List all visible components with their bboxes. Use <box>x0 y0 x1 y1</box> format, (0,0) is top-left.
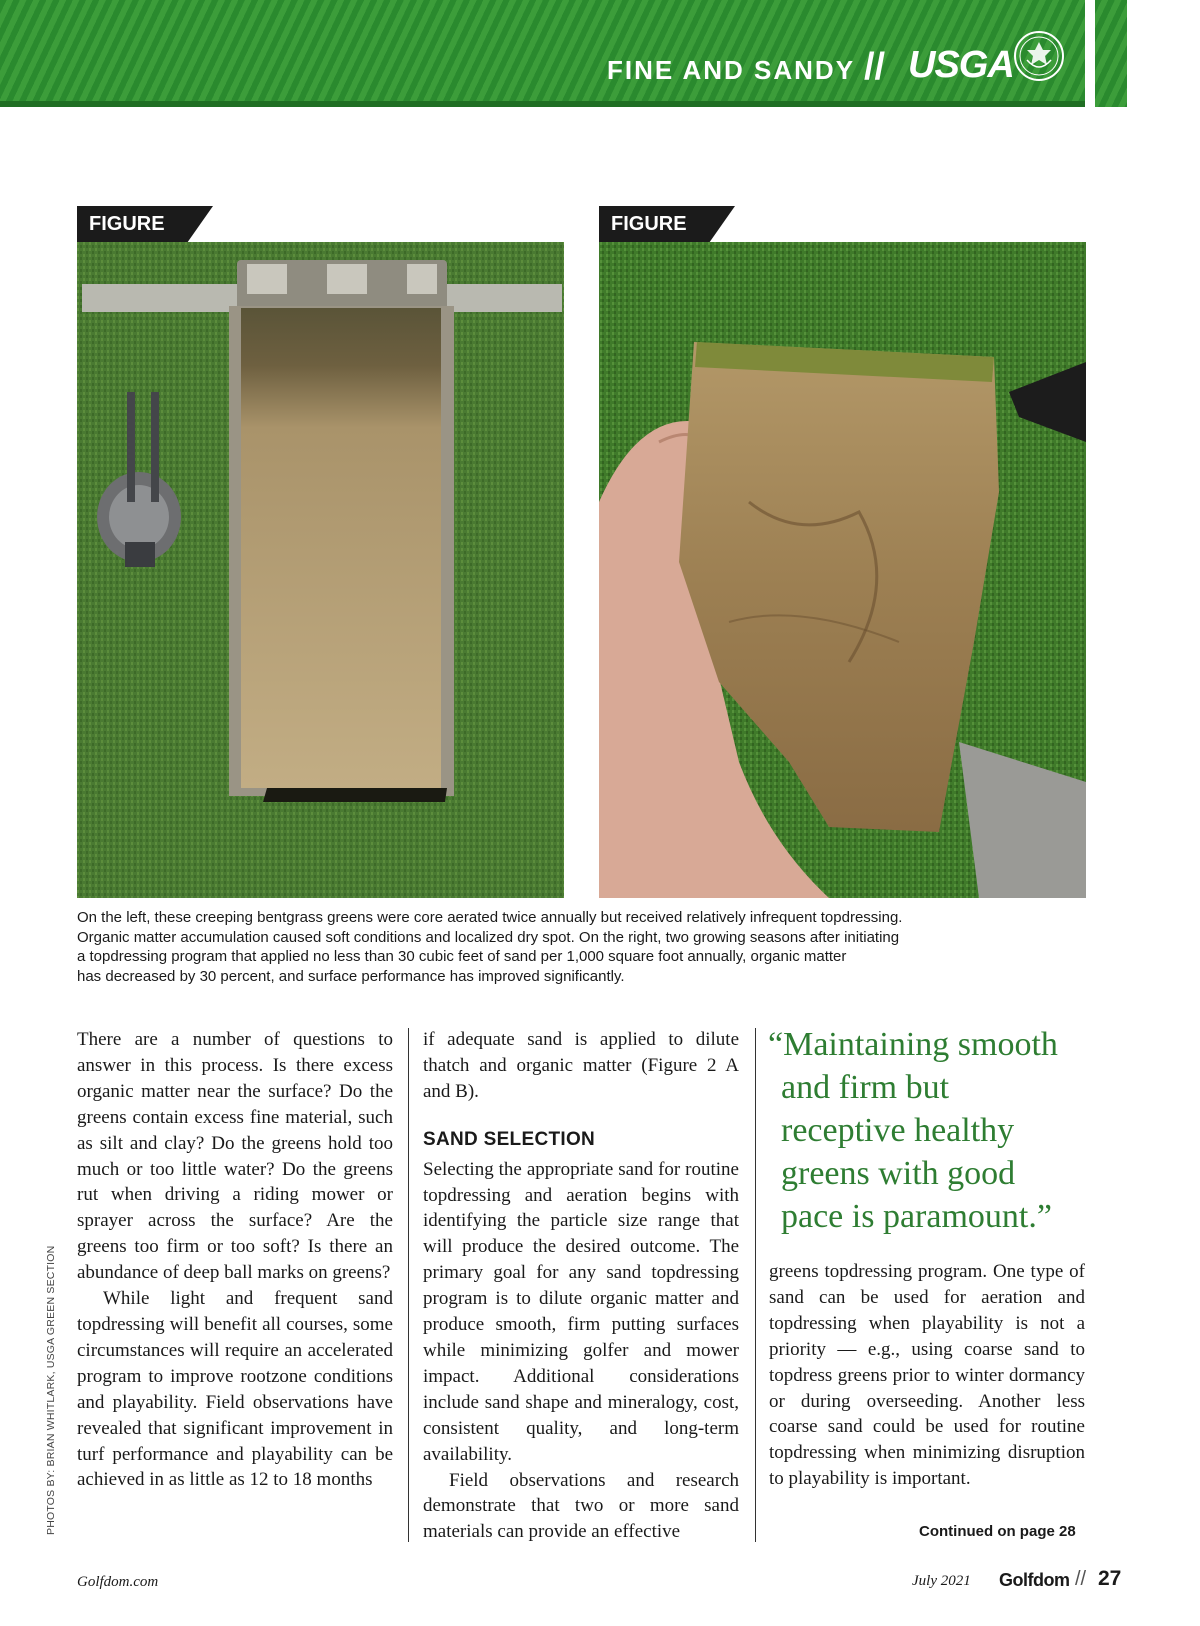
footer-magazine-name: Golfdom <box>999 1570 1070 1590</box>
usga-logo: USGA <box>908 44 1014 86</box>
article-column-3 <box>769 1259 1085 1492</box>
pull-quote-line: and firm but <box>781 1069 950 1106</box>
column-rule <box>755 1028 756 1542</box>
pull-quote-line: “Maintaining smooth <box>768 1026 1058 1063</box>
header-tab <box>1095 0 1127 107</box>
caption-line: a topdressing program that applied no less than 30 cubic feet of sand per 1,000 square foot annually, organic matter <box>77 948 847 965</box>
paragraph: While light and frequent sand topdressing will benefit all courses, some circumstances will require an accelerated program to improve rootzone conditions and playability. Field observations have revealed that significant improvement in turf performance and playability can be achieved in as little as 12 to 18 months <box>77 1288 393 1491</box>
paragraph: greens topdressing program. One type of sand can be used for aeration and topdressing when playability is not a priority — e.g., using coarse sand to topdress greens prior to winter dormancy or during overseeding. Another less coarse sand could be used for routine topdressing when minimizing disruption to playability is important. <box>769 1261 1085 1490</box>
figure-2b-label: FIGURE <box>599 206 709 243</box>
paragraph: Field observations and research demonstrate that two or more sand materials can provide an effective <box>423 1469 739 1543</box>
caption-line: Organic matter accumulation caused soft conditions and localized dry spot. On the right, two growing seasons after initiating <box>77 928 900 946</box>
paragraph: Selecting the appropriate sand for routine topdressing and aeration begins with identifying the particle size range that will produce the desired outcome. The primary goal for any sand topdressing program is to dilute organic matter and produce smooth, firm putting surfaces while minimizing golfer and mower impact. Additional considerations include sand shape and mineralogy, cost, consistent quality, and long-term availability. <box>423 1158 739 1465</box>
pull-quote-line: pace is paramount.” <box>781 1198 1052 1235</box>
continued-on-page: Continued on page 28 <box>919 1523 1076 1540</box>
pull-quote <box>768 1023 1098 1238</box>
page-number: 27 <box>1098 1567 1122 1590</box>
title-separator: // <box>864 46 886 88</box>
section-title: FINE AND SANDY <box>607 55 856 85</box>
caption-line: has decreased by 30 percent, and surface performance has improved significantly. <box>77 967 625 985</box>
subhead-sand-selection: SAND SELECTION <box>423 1128 596 1150</box>
pull-quote-line: receptive healthy <box>781 1112 1015 1149</box>
paragraph: There are a number of questions to answer in this process. Is there excess organic matter near the surface? Do the greens contain excess fine material, such as silt and clay? Do the greens hold too much or too little water? Do the greens rut when driving a riding mower or sprayer across the surface? Are the greens too firm or too soft? Is there an abundance of deep ball marks on greens? <box>77 1029 393 1284</box>
column-rule <box>408 1028 409 1542</box>
caption-line: On the left, these creeping bentgrass greens were core aerated twice annually but received relatively infrequent topdressing. <box>77 909 903 926</box>
photo-credit: PHOTOS BY: BRIAN WHITLARK, USGA GREEN SECTION <box>45 1245 57 1535</box>
usga-seal-icon <box>1013 30 1065 82</box>
pull-quote-line: greens with good <box>781 1155 1016 1192</box>
paragraph: if adequate sand is applied to dilute thatch and organic matter (Figure 2 A and B). <box>423 1029 739 1102</box>
figure-2b-photo <box>599 242 1086 898</box>
footer-date: July 2021 <box>912 1573 971 1589</box>
figure-2a-label: FIGURE <box>77 206 187 243</box>
article-column-2 <box>423 1027 739 1545</box>
footer-site: Golfdom.com <box>77 1574 159 1590</box>
figure-2a-photo <box>77 242 564 898</box>
article-column-1 <box>77 1027 393 1493</box>
footer-separator: // <box>1075 1568 1087 1590</box>
figure-caption <box>77 908 1077 986</box>
